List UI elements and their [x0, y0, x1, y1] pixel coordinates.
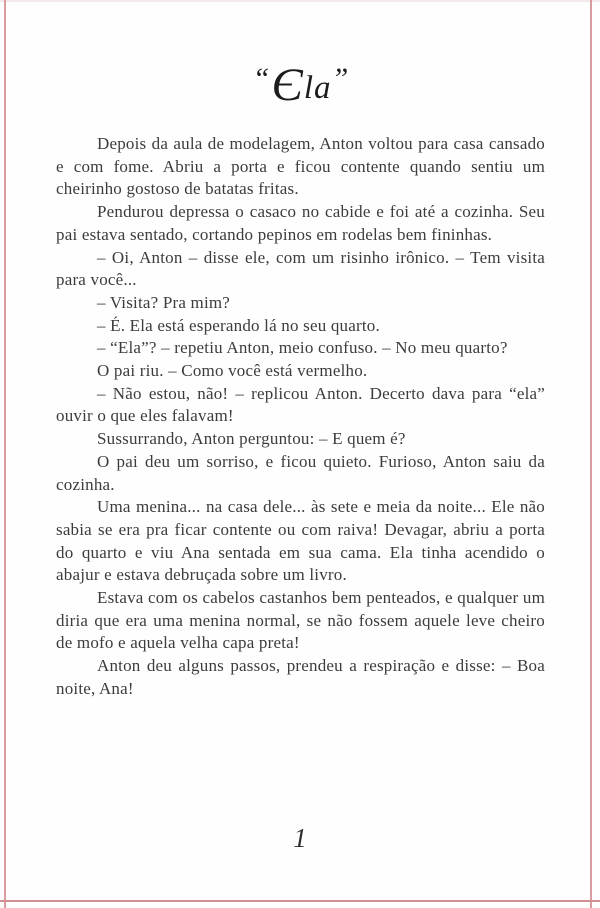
- page-border-top: [0, 0, 600, 2]
- story-paragraph: Sussurrando, Anton perguntou: – E quem é?: [97, 429, 406, 449]
- story-paragraph: O pai riu. – Como você está vermelho.: [97, 361, 368, 381]
- story-paragraph: Pendurou depressa o casaco no cabide e foi até a cozinha. Seu pai estava sentado, cortando pepinos em rodelas bem fininhas.: [56, 202, 545, 244]
- story-paragraph: – Visita? Pra mim?: [97, 292, 231, 312]
- chapter-title: [0, 59, 600, 111]
- story-paragraph: – Não estou, não! – replicou Anton. Decerto dava para “ela” ouvir o que eles falavam!: [56, 383, 545, 426]
- story-paragraph: Uma menina... na casa dele... às sete e meia da noite... Ele não sabia se era pra ficar contente ou com raiva! Devagar, abriu a porta do quarto e viu Ana sentada em sua cama. Ela tinha acendido o abajur e estava debruçada sobre um livro.: [56, 497, 545, 585]
- story-text: [56, 133, 545, 701]
- page-border-right: [590, 0, 592, 908]
- title-initial-decorative-letter: Є: [271, 59, 303, 111]
- page-border-left: [4, 0, 6, 908]
- story-paragraph: O pai deu um sorriso, e ficou quieto. Furioso, Anton saiu da cozinha.: [56, 451, 545, 494]
- story-paragraph: – “Ela”? – repetiu Anton, meio confuso. – No meu quarto?: [97, 338, 508, 358]
- title-open-quote: “: [252, 62, 269, 95]
- story-paragraph: Estava com os cabelos castanhos bem penteados, e qualquer um diria que era uma menina normal, se não fossem aquele leve cheiro de mofo e aquela velha capa preta!: [56, 588, 545, 653]
- title-close-quote: ”: [331, 62, 348, 95]
- story-paragraph: Depois da aula de modelagem, Anton voltou para casa cansado e com fome. Abriu a porta e ficou contente quando sentiu um cheirinho gostoso de batatas fritas.: [56, 134, 545, 199]
- title-rest-letters: la: [303, 70, 332, 106]
- page-border-bottom: [0, 900, 600, 902]
- page-number: 1: [293, 823, 307, 853]
- story-paragraph: Anton deu alguns passos, prendeu a respiração e disse: – Boa noite, Ana!: [56, 656, 545, 698]
- story-paragraph: – É. Ela está esperando lá no seu quarto.: [97, 315, 380, 335]
- story-paragraph: – Oi, Anton – disse ele, com um risinho irônico. – Tem visita para você...: [56, 247, 545, 290]
